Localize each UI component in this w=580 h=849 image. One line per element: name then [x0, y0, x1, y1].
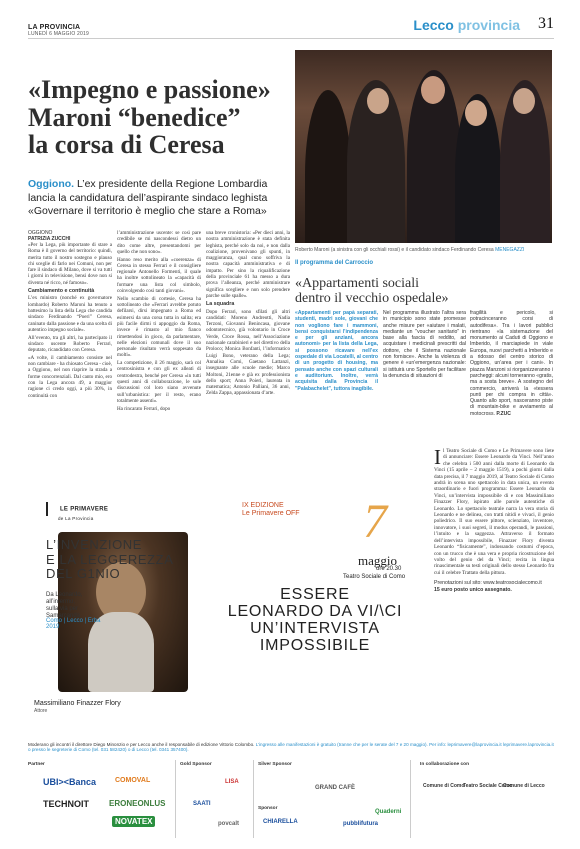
carroccio-column-2: Nel programma illustrato l’altra sera in municipio sono state promesse anche misure per «aiutare i malati, mediante un "voucher sanitario" in base alla fascia di reddito, ad acquistare i medicinali prescritti dal dottore, che il Sistema nazionale non fornisce». Anche la violenza di genere è «un’emergenza nazionale: si istituirà uno Sportello per facilitare la denuncia di situazioni di [383, 310, 466, 379]
sidebar-note-2: 15 euro posto unico assegnato. [434, 586, 512, 593]
article-headline [28, 76, 290, 159]
caption-text: Roberto Maroni (a sinistra con gli occhiali rossi) e il candidato sindaco Ferdinando Ceresa [295, 247, 494, 253]
ad-tagline [46, 538, 216, 582]
photo-face [421, 76, 445, 104]
ad-edition: IX EDIZIONE [242, 502, 284, 509]
carroccio-title [295, 276, 553, 306]
paragraph: Nello scambio di cortesie, Ceresa ha sottolineato che «Ferrari avrebbe potuto defilarsi, dirsi impegnato a Roma ed esimersi da una corsa tutta in salita; era più facile dirmi ti appoggio da Roma, invece è rimasto al mio fianco rimettendosi in gioco, da parlamentare, nelle elezioni comunali dove il suo personale risultato verrà soppesato da molti». [117, 295, 201, 359]
sidebar-body: l Teatro Sociale di Como e Le Primavere sono liete di annunciare: Essere Leonardo da Vinci. Nell’anno che celebra i 500 anni dalla morte di Leonardo da Vinci (15 aprile – 2 maggio 1519), a pochi giorni dalla data precisa, il 7 maggio 2019, al Teatro Sociale di Como andrà in scena uno spettacolo in data unica, un evento straordinario e fuori programma: Essere Leonardo da Vinci, un’intervista impossibile di e con Massimiliano Finazzer Flory, ispirato alle parole autentiche di Leonardo. Lo spettacolo teatrale narra la vera storia di Leonardo e ne delinea, con tratti nitidi e vivaci, il genio poliedrico. Il suo essere pittore, scienziato, inventore, innovatore, i suoi segreti, il modus operandi, le passioni, l’intuito e la saggezza. Attraverso il formato dell’intervista impossibile, Finazzer Flory diventa Leonardo “fisicamente”, indossando costumi d’epoca, con un trucco che è una vera e propria ricostruzione del volto del genio del da Vinci; recita in lingua rinascimentale su testi originali dello stesso Leonardo fra cui il celebre Trattato della pittura. [434, 448, 554, 576]
carroccio-signature: P.ZUC [496, 410, 511, 417]
partner-logo: NOVATEX [112, 816, 155, 827]
partner-logo: UBI><Banca [43, 777, 97, 787]
paragraph: Ha rincarato Ferrari, dopo [117, 405, 171, 412]
issue-date: LUNEDÌ 6 MAGGIO 2019 [28, 31, 89, 37]
footnote-text: Moderano gli incontri il direttore Diego Minonzio e per Lecco anche il responsabile di edizione Vittorio Colombo. [28, 742, 255, 747]
silver-label: Silver Sponsor [258, 762, 292, 767]
divider [410, 760, 411, 838]
paragraph: l’amministrazione uscente: se così pare credibile se mi nascondessi dietro un dito come altre, presentandomi per quello che non sono». [117, 230, 201, 255]
carroccio-title-2: dentro il vecchio ospedale» [295, 291, 449, 306]
event-day: 7 [363, 495, 387, 548]
carroccio-column-3-text: fragilità e pericolo, si potracinceranno corsi di autodifesa». Tra i lavori pubblici rientrano «la sistemazione del monumento ai Caduti di Oggiono e Imberido, il marciapiede in viale Europa, nuovi parchetti a Imberido e a ridosso del centro storico di Oggiono, un’area per i cani». In piazza Manzoni si riorganizzeranno i parcheggi: alcuni torneranno «gratis, ma a sosta breve». A sostegno del commercio, arriverà la «tessera punti per chi compra in città». Quanto allo sport, nasceranno piste di mountain-bike e avviamento al motocross. [470, 310, 553, 417]
sponsor-label: Sponsor [258, 806, 278, 811]
section-main: Lecco [413, 17, 454, 33]
drop-cap: I [434, 445, 441, 469]
subheading: Cambiamento e continuità [28, 288, 95, 295]
gold-label: Gold Sponsor [180, 762, 212, 767]
gold-logo: LISA [225, 779, 239, 785]
lead-place: Oggiono. [28, 178, 75, 190]
logo-subtext: de La Provincia [58, 516, 94, 521]
tagline-line-1: L’INVENZIONE [46, 537, 143, 552]
paragraph: Dopo Ferrari, sono sfilati gli altri candidati: Moreno Andreotti, Nadia Terzoni, Giovanni Benincasa, giovane odontotecnico, già volontario in Croce Verde, Croce Rossa, nell’Associazione nazionale carabinieri e nel direttivo della Proloco; Monica Bonfanti, l’informatico Luigi Bono, veterano della Lega; Annalisa Comi, Gaetano Lattanzi, insegnante alle scuole medie; Marco Moltoni, 21enne e già ex professionista dello sport; Anna Poieri, laureata in matematica; Antonio Palliani, 36 anni, Zelda Zappa, appassionata d’arte. [206, 308, 290, 397]
event-title-4: IMPOSSIBILE [259, 637, 371, 654]
paragraph: Hanno reso merito alla «coerenza» di Ceresa in stesso Ferrari e il consigliere regionale Antonello Formenti, il quale ha inoltre sottolineato la «capacità di formare una lista col simbolo, coinvolgendo così tanti giovani». [117, 256, 201, 295]
sidebar-note-1: Prenotazioni sul sito: www.teatrosocialecomo.it [434, 580, 542, 587]
publication-name: LA PROVINCIA [28, 24, 81, 31]
event-month: maggio [358, 553, 397, 568]
actor-role: Attore [34, 708, 48, 714]
ad-locations [46, 618, 100, 630]
locations-year: 2019 [46, 624, 60, 630]
subheading: La squadra [206, 301, 235, 308]
byline [28, 230, 112, 242]
gold-logo: povcalt [218, 821, 240, 827]
article-photo [295, 50, 552, 243]
carroccio-column-3 [470, 310, 553, 417]
paragraph: «Per la Lega, più importante di stare a Roma è il governo del territorio: quindi, merita tutto il nostro sostegno e plauso chi sceglie di farlo nei Comuni, non per fare il sindaco di Milano, dove si va tutti i giorni in televisione, bensì dove non si diventa né ricco, né famoso». [28, 242, 112, 286]
collab-logo: Comune di Lecco [503, 783, 545, 789]
divider [175, 760, 176, 838]
sidebar-text [434, 445, 554, 593]
byline-author: PATRIZIA ZUCCHI [28, 236, 71, 242]
event-time: ore 20.30 [376, 566, 402, 572]
partner-label: Partner [28, 762, 45, 767]
paragraph: una breve cronistoria: «Per dieci anni, la nostra amministrazione è stata definita leghista, perché solo da noi, e non dalla coalizione, provenivano gli spunti, in maggioranza, qual cuno soffriva la nostra capacità amministrativa e di impatto. Per sino la riqualificazione della provinciale 61 ha messo a dura prova l’alleanza, perché amministrare significa scegliere e non solo prendere parche sulle spalle». [206, 230, 290, 299]
tagline-line-3: DEL G1NIO [46, 566, 121, 581]
ad-logo [46, 502, 108, 521]
gold-logo: SAATI [193, 801, 211, 807]
paragraph: «A volte, il cambiamento consiste nel non cambiare - ha chiosato Ceresa - cioè, a Oggiono, nel non riaprire la strada a forme concorrenziali. Dal canto mio, ero con la Lega ancora 49, a maggior ragione ci credo oggi, a più 30%, in continuità con [28, 354, 113, 399]
headline-line-2: Maroni “benedice” [28, 102, 241, 132]
collab-logo: Comune di Como [423, 783, 465, 789]
ad-subtitle [46, 592, 82, 620]
sponsor-logo: pubblifutura [343, 821, 378, 827]
event-title [206, 586, 424, 654]
divider [253, 760, 254, 838]
headline-line-3: la corsa di Ceresa [28, 130, 225, 159]
section-name [413, 17, 520, 33]
actor-name: Massimiliano Finazzer Flory [34, 700, 121, 707]
silver-logo: GRAND CAFÈ [315, 785, 355, 791]
page-number: 31 [538, 15, 554, 32]
paragraph: La competizione, il 26 maggio, sarà col centrosinistra e con gli ex alleati di centrodestra, benché per Ceresa «in tutti questi anni di collaborazione, le sole discussioni col loro siano avvenute sull’urbanistica: per il resto, erano totalmente assenti». [117, 360, 201, 404]
photo-credit: MENEGAZZI [495, 247, 525, 253]
carroccio-tag: Il programma del Carroccio [295, 260, 374, 266]
partner-logo: ERONEONLUS [109, 799, 166, 808]
section-sub: provincia [457, 17, 520, 33]
headline-line-1: «Impegno e passione» [28, 75, 271, 104]
silver-logo: CHIARELLA [263, 819, 298, 825]
event-venue: Teatro Sociale di Como [343, 574, 406, 580]
sub-line: sulla via per [46, 606, 79, 612]
tagline-line-2: E LA LEGGEREZZA [46, 551, 174, 567]
byline-place: OGGIONO [28, 230, 53, 236]
sub-line: Da Leonardo, [46, 592, 83, 598]
photo-figure [305, 90, 351, 243]
collab-logo: Teatro Sociale Como [463, 783, 513, 789]
partner-logo: COMOVAL [115, 777, 151, 784]
photo-face [513, 88, 535, 114]
locations-text: Como | Lecco | Erba [46, 618, 101, 624]
footnote [28, 742, 554, 753]
carroccio-title-1: «Appartamenti sociali [295, 276, 420, 291]
carroccio-column-1: «Appartamenti per papà separati, studenti, madri sole, giovani che non vogliono fare i mammoni, bensì conquistarsi l’indipendenza e per gli anziani, ancora autonomi» per la lista della Lega, si possono ricavare nell’ex ospedale di via Locatelli, al centro di un progetto di housing, ma pensato anche con spazi culturali e auditorium. Inoltre, verrà acquisita dalla Provincia il "Palabachelet", tuttora inagibile. [295, 310, 378, 392]
sponsor-logo: Quaderni [375, 809, 402, 815]
lead-text: L’ex presidente della Regione Lombardia lancia la candidatura dell’aspirante sindaco leghista «Governare il territorio è meglio che stare a Roma» [28, 178, 268, 217]
partner-logo: TECHNOIT [43, 799, 89, 809]
carroccio-box [295, 260, 553, 417]
event-title-1: ESSERE [280, 586, 350, 603]
event-title-3: UN’INTERVISTA [250, 620, 380, 637]
event-title-2: LEONARDO DA VI/\CI [227, 603, 403, 620]
logo-icon [46, 502, 54, 516]
photo-face [465, 100, 487, 126]
footnote-info: L’ingresso alle manifestazioni è gratuito (tranne che per le serate del 7 e 20 maggio). Per info: leprimavere@laprovincia.it leprimavere.laprovincia.it o presso le segreterie di Como (tel. 031 582420) o di Lecco (tel. 0341 357400). [28, 742, 554, 753]
photo-caption [295, 247, 552, 253]
ad-off: Le Primavere OFF [242, 510, 300, 517]
article-column-2 [117, 230, 201, 413]
article-column-1 [28, 230, 112, 400]
sub-line: all’infermo, [46, 599, 76, 605]
logo-text: LE PRIMAVERE [59, 506, 109, 513]
article-column-3 [206, 230, 290, 398]
article-lead [28, 178, 290, 219]
masthead-rule [28, 38, 554, 39]
collab-label: In collaborazione con [420, 762, 470, 767]
sub-line: Samarcanda [46, 613, 81, 619]
paragraph: All’evento, tra gli altri, ha partecipato il sindaco uscente Roberto Ferrari, deputato, ricandidato con Ceresa. [28, 334, 112, 354]
paragraph: L’ex ministro (nonché ex governatore lombardo) Roberto Maroni ha tenuto a battesimo la lista della Lega che candida sindaco Ferdinando “Poeri” Ceresa, caninato dalla passione e da una scelta di autentico impegno sociale». [28, 295, 112, 333]
photo-face [367, 88, 389, 114]
